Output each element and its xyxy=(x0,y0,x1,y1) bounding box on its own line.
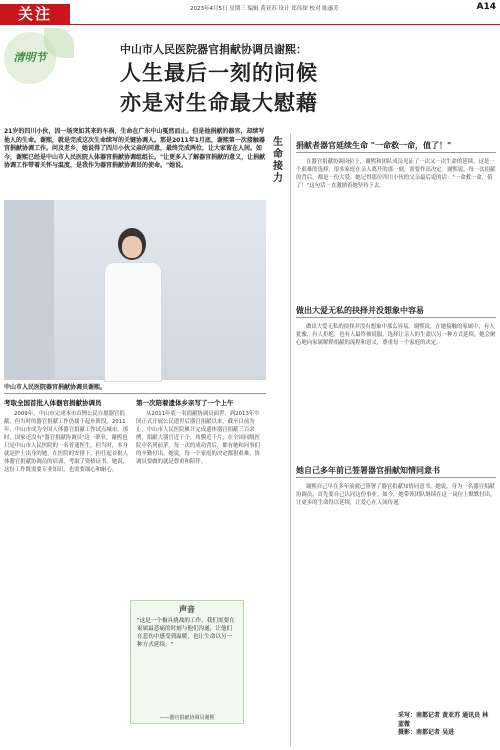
body-column-c xyxy=(296,158,496,190)
section-head-c: 捐献者器官延续生命 "一命救一命，值了！" xyxy=(296,141,452,150)
quote-box xyxy=(130,600,244,724)
quote-title: 声音 xyxy=(179,605,195,614)
section-head-d: 做出大爱无私的抉择并没想象中容易 xyxy=(296,306,424,315)
photo-wall xyxy=(4,200,54,380)
body-text-e: 谢熙自己早在多年前就已签署了器官捐献知情同意书。她说，身为一名器官捐献协调员，首先要自己认同这份事业。如今，她带领团队继续在这一岗位上默默付出，让更多的生命得以延续，让爱心在人间传递。 xyxy=(296,484,496,506)
lede-paragraph: 21岁的四川小伙，因一场突如其来的车祸，生命在广东中山戛然而止。但是他捐献的器官，却续写他人的生命。谢熙，就是完成这次生命续写的关键协调人。那是2011年1月底，谢熙第一次接触器官捐献协调工作。问及老乡，她说得了四川小伙父亲的同意，最终完成两位，让大家留在人间。如今，谢熙已经是中山市人民医院人体器官捐献协调组组长。"让更多人了解器官捐献的意义，让捐献协调工作带着关怀与温度，是我作为器官捐献协调员的使命。"她说。 xyxy=(4,128,266,169)
section-tag: 关注 xyxy=(0,4,70,24)
photo-credit: 摄影：南都记者 吴进 xyxy=(398,729,455,736)
headline-line-2: 亦是对生命最大慰藉 xyxy=(120,91,318,115)
headline-line-1: 人生最后一刻的问候 xyxy=(120,61,318,85)
body-text-a: 2009年，中山市完成本市首例公民自愿器官捐献，但当时的器官捐献工作仍属于起步阶段。2011年，中山市成为全国人体器官捐献工作试点城市。那时，国家还没有"器官捐献协调员"这一职业，谢熙也只是中山市人民医院的一名普通医生。但当时，本身就是护士出身的她，在医院的安排下，担任起首批人体器官捐献协调员的培训，考取了资格证书。她说，这份工作既需要专业知识，也需要细心和耐心。 xyxy=(4,411,128,473)
section-rule-c xyxy=(296,152,496,153)
body-text-d: 做出大爱无私的抉择并没有想象中那么容易。谢熙说，在她接触的家属中，有人犹豫，有人拒绝，也有人最终被说服，选择让亲人的生命以另一种方式延续。她会耐心地向家属解释捐献的流程和意义，尊重每一个家庭的决定。 xyxy=(296,324,496,346)
body-text-b: 从2011年底一名捐献协调员面世，到2013年中国正式开展公民逝世后器官捐献以来，截至目前为止，中山市人民医院累计完成遗体器官捐献三百余例，捐献大器官近千个，角膜近千片，在全国同级医院中名列前茅。每一次的成功背后，都有她和同事们的辛勤付出。她说，每一个家庭的决定都很艰难，协调员要做的就是尊重和陪伴。 xyxy=(136,411,260,465)
photo-caption: 中山市人民医院器官捐献协调员谢熙。 xyxy=(4,384,107,391)
quote-body: "这是一个极具挑战的工作，我们需要在家属最悲痛的时刻与他们沟通，让他们在悲伤中感受到温暖，也让生命以另一种方式延续。" xyxy=(137,618,235,648)
byline xyxy=(398,712,494,738)
body-text-c: 在器官捐献协调岗位上，谢熙和团队成员见证了一次又一次生命的延续。这是一个艰难的选择，很多家庭在亲人离开的那一刻，需要作出决定。谢熙说，每一次捐献的背后，都是一份大爱。她记得那位四川小伙的父亲最后说的话："一命救一命，值了！"这句话一直激励着她坚持下去。 xyxy=(296,159,496,189)
body-column-a xyxy=(4,410,128,474)
body-column-b xyxy=(136,410,260,466)
face xyxy=(122,236,142,258)
section-head-e: 她自己多年前已签署器官捐献知情同意书 xyxy=(296,466,440,475)
page-number: A14 xyxy=(476,2,496,12)
white-coat xyxy=(104,262,162,382)
vertical-title: 生命接力 xyxy=(273,137,283,184)
left-divider xyxy=(4,393,266,394)
seal-text: 清明节 xyxy=(13,51,47,64)
column-rule xyxy=(290,134,291,746)
page-header xyxy=(0,0,500,24)
body-column-d xyxy=(296,323,496,347)
reporter-credit: 采写：南都记者 黄亚苏 通讯员 林蓝微 xyxy=(398,712,489,728)
section-rule-e xyxy=(296,477,496,478)
doctor-figure xyxy=(104,228,160,380)
section-head-b: 第一次陪着遗体乡亲写了一个上午 xyxy=(136,399,234,407)
body-column-e xyxy=(296,483,496,507)
quote-footer: ——器官捐献协调员谢熙 xyxy=(159,715,215,721)
section-rule-d xyxy=(296,317,496,318)
issue-meta: 2023年4月5日 星期三 编辑 黄亚苏 设计 郑伟琛 校对 陈惠芳 xyxy=(190,6,339,12)
section-head-a: 考取全国首批人体器官捐献协调员 xyxy=(4,399,102,407)
subtitle: 中山市人民医院器官捐献协调员谢熙： xyxy=(120,43,307,56)
header-rule xyxy=(0,24,500,25)
portrait-photo xyxy=(4,200,266,380)
